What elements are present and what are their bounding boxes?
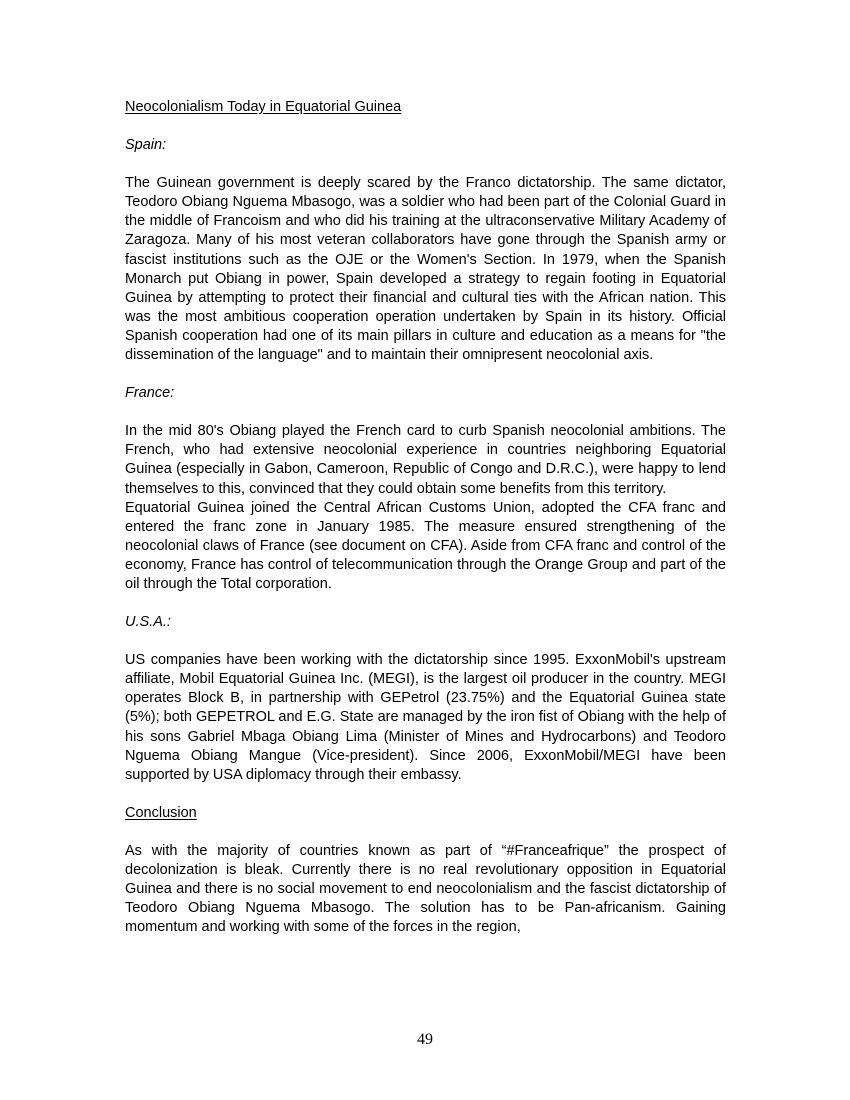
spacer	[125, 594, 726, 613]
section-heading-usa: U.S.A.:	[125, 614, 171, 631]
spacer	[125, 117, 726, 136]
section-heading-conclusion: Conclusion	[125, 804, 197, 821]
page-number: 49	[417, 1031, 433, 1048]
spacer	[125, 823, 726, 842]
paragraph-usa-1: US companies have been working with the dictatorship since 1995. ExxonMobil's upstream affiliate, Mobil Equatorial Guinea Inc. (MEGI), is the largest oil producer in the country. MEGI operates Block B, in partnership with GEPetrol (23.75%) and the Equatorial Guinea state (5%); both GEPETROL and E.G. State are managed by the iron fist of Obiang with the help of his sons Gabriel Mbaga Obiang Lima (Minister of Mines and Hydrocarbons) and Teodoro Nguema Obiang Mangue (Vice-president). Since 2006, ExxonMobil/MEGI have been supported by USA diplomacy through their embassy.	[125, 652, 726, 783]
paragraph-conclusion-1: As with the majority of countries known as part of “#Franceafrique” the prospect of decolonization is bleak. Currently there is no real revolutionary opposition in Equatorial Guinea and there is no social movement to end neocolonialism and the fascist dictatorship of Teodoro Obiang Nguema Mbasogo. The solution has to be Pan-africanism. Gaining momentum and working with some of the forces in the region,	[125, 842, 726, 936]
spacer	[125, 403, 726, 422]
paragraph-france-1: In the mid 80's Obiang played the French card to curb Spanish neocolonial ambitions. The French, who had extensive neocolonial experience in countries neighboring Equatorial Guinea (especially in Gabon, Cameroon, Republic of Congo and D.R.C.), were happy to lend themselves to this, convinced that they could obtain some benefits from this territory.	[125, 423, 726, 497]
document-title: Neocolonialism Today in Equatorial Guinea	[125, 99, 402, 115]
section-heading-spain: Spain:	[125, 137, 167, 154]
spacer	[125, 365, 726, 384]
paragraph-france-2: Equatorial Guinea joined the Central African Customs Union, adopted the CFA franc and entered the franc zone in January 1985. The measure ensured strengthening of the neocolonial claws of France (see document on CFA). Aside from CFA franc and control of the economy, France has control of telecommunication through the Orange Group and part of the oil through the Total corporation.	[125, 499, 726, 592]
spacer	[125, 785, 726, 804]
section-heading-france: France:	[125, 385, 175, 402]
document-page	[125, 98, 726, 937]
spacer	[125, 155, 726, 174]
spacer	[125, 632, 726, 651]
paragraph-spain-1: The Guinean government is deeply scared by the Franco dictatorship. The same dictator, Teodoro Obiang Nguema Mbasogo, was a soldier who had been part of the Colonial Guard in the middle of Francoism and who did his training at the ultraconservative Military Academy of Zaragoza. Many of his most veteran collaborators have gone through the Spanish army or fascist institutions such as the OJE or the Women's Section. In 1979, when the Spanish Monarch put Obiang in power, Spain developed a strategy to regain footing in Equatorial Guinea by attempting to protect their financial and cultural ties with the African nation. This was the most ambitious cooperation operation undertaken by Spain in its history. Official Spanish cooperation had one of its main pillars in culture and education as a means for "the dissemination of the language" and to maintain their omnipresent neocolonial axis.	[125, 175, 726, 364]
